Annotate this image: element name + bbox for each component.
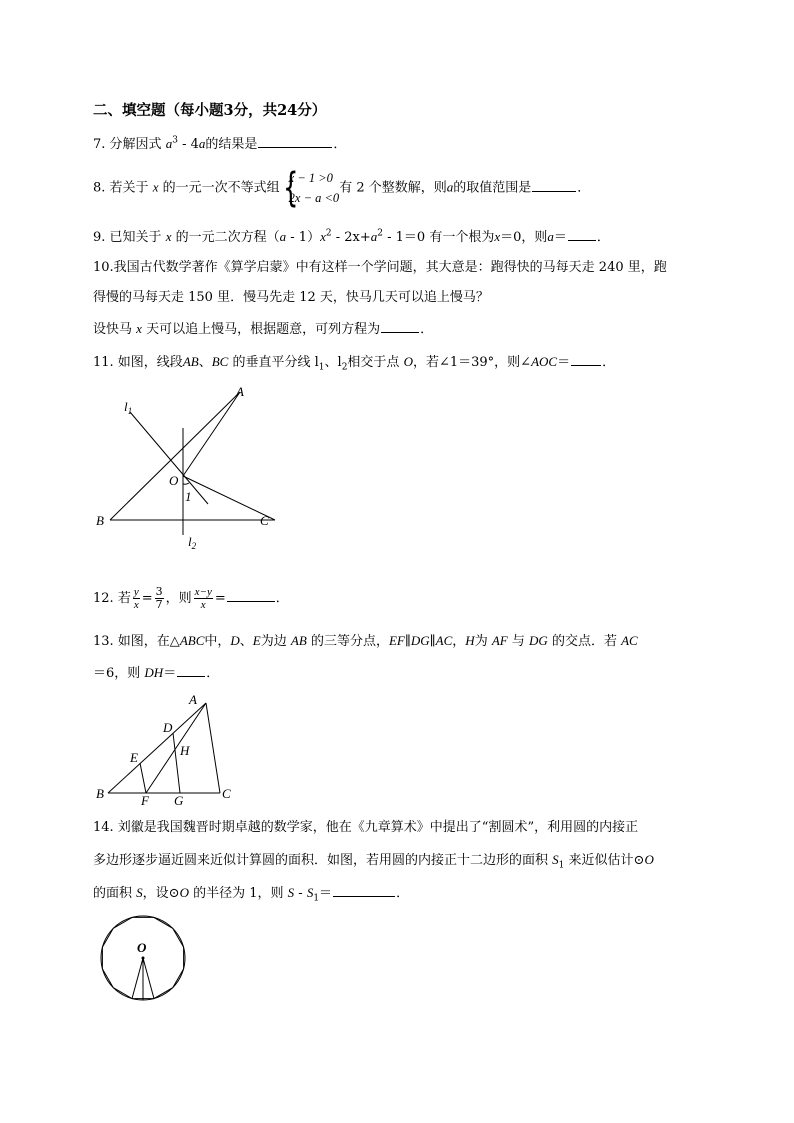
left-brace-icon: {: [282, 165, 299, 211]
answer-blank[interactable]: [532, 177, 576, 192]
figure-13: [92, 692, 252, 812]
inequality-system: { x − 1 >0 2x − a <0: [282, 165, 340, 211]
figure-14: [90, 912, 200, 1012]
fraction-x-minus-y-over-x: $\frac{x-y}{x}$: [194, 586, 212, 611]
section-title: 二、填空题（每小题3分，共24分）: [93, 102, 327, 119]
label-b: B: [96, 513, 104, 528]
label-o: O: [137, 940, 147, 955]
label-l1: $l_1$: [124, 399, 133, 416]
question-9: 9. 已知关于 x 的一元二次方程$(a - 1)x^2 - 2x+a^2 - 1=0$ 有一个根为x＝0，则a＝ ．: [93, 226, 610, 248]
label-g: G: [174, 793, 184, 808]
label-o: O: [169, 473, 179, 488]
segment-ab: [108, 703, 206, 793]
segment-ac: [206, 703, 220, 793]
answer-blank[interactable]: [568, 226, 596, 241]
question-8: 8. 若关于 x 的一元一次不等式组 { x − 1 >0 2x − a <0 有 2 个整数解，则a的取值范围是 ．: [93, 165, 591, 211]
question-13-line-1: 13. 如图，在△ABC中，D、E为边 AB 的三等分点，EF∥DG∥AC，H为 AF 与 DG 的交点．若 AC: [93, 633, 638, 649]
label-1: 1: [185, 489, 192, 504]
question-11: 11. 如图，线段AB、BC 的垂直平分线 $l_1$、$l_2$相交于点 O，若∠1＝39°，则∠AOC＝ ．: [93, 351, 615, 373]
label-a: A: [189, 692, 197, 707]
answer-blank[interactable]: [227, 587, 275, 602]
center-point: [142, 957, 145, 960]
figure-11: [90, 380, 290, 560]
label-c: C: [222, 786, 231, 801]
question-7: 7. 分解因式 $a^3 - 4a$的结果是 ．: [93, 133, 346, 155]
fraction-y-over-x: $\frac{y}{x}$: [133, 586, 139, 611]
question-14-line-2: 多边形逐步逼近圆来近似计算圆的面积．如图，若用圆的内接正十二边形的面积 $S_1$ 来近似估计⊙O: [93, 852, 654, 871]
radius-2: [143, 958, 154, 999]
answer-blank[interactable]: [571, 351, 601, 366]
label-c: C: [260, 513, 269, 528]
label-l2: $l_2$: [188, 534, 197, 551]
question-10-line-3: 设快马 x 天可以追上慢马，根据题意，可列方程为 ．: [93, 318, 433, 340]
answer-blank[interactable]: [381, 318, 419, 333]
label-e: E: [130, 750, 138, 765]
label-d: D: [163, 720, 173, 735]
label-f: F: [141, 793, 149, 808]
question-10-line-2: 得慢的马每天走 150 里．慢马先走 12 天，快马几天可以追上慢马？: [93, 290, 489, 305]
segment-dg: [173, 733, 180, 793]
question-12: 12. 若 $\frac{y}{x}$ = $\frac{3}{7}$ ，则 $\frac{x-y}{x}$ = ．: [93, 585, 289, 611]
label-a: A: [236, 384, 244, 399]
question-13-line-2: ＝6，则 DH＝ ．: [93, 662, 219, 684]
label-b: B: [96, 786, 104, 801]
question-10-line-1: 10.我国古代数学著作《算学启蒙》中有这样一个学问题，其大意是：跑得快的马每天走 240 里，跑: [93, 260, 667, 275]
line-l1: [130, 412, 208, 504]
segment-oa: [183, 392, 240, 476]
segment-af: [146, 703, 206, 793]
radius-1: [132, 958, 143, 999]
answer-blank[interactable]: [177, 662, 205, 677]
segment-ef: [140, 763, 146, 793]
answer-blank[interactable]: [333, 882, 395, 897]
question-14-line-1: 14. 刘徽是我国魏晋时期卓越的数学家，他在《九章算术》中提出了“割圆术”，利用圆的内接正: [93, 820, 639, 835]
fraction-3-over-7: $\frac{3}{7}$: [155, 585, 163, 611]
answer-blank[interactable]: [258, 133, 332, 148]
label-h: H: [180, 743, 190, 758]
angle-1-arc: [183, 483, 189, 484]
question-14-line-3: 的面积 S，设⊙O 的半径为 1，则 $S - S_1=$ ．: [93, 882, 409, 904]
